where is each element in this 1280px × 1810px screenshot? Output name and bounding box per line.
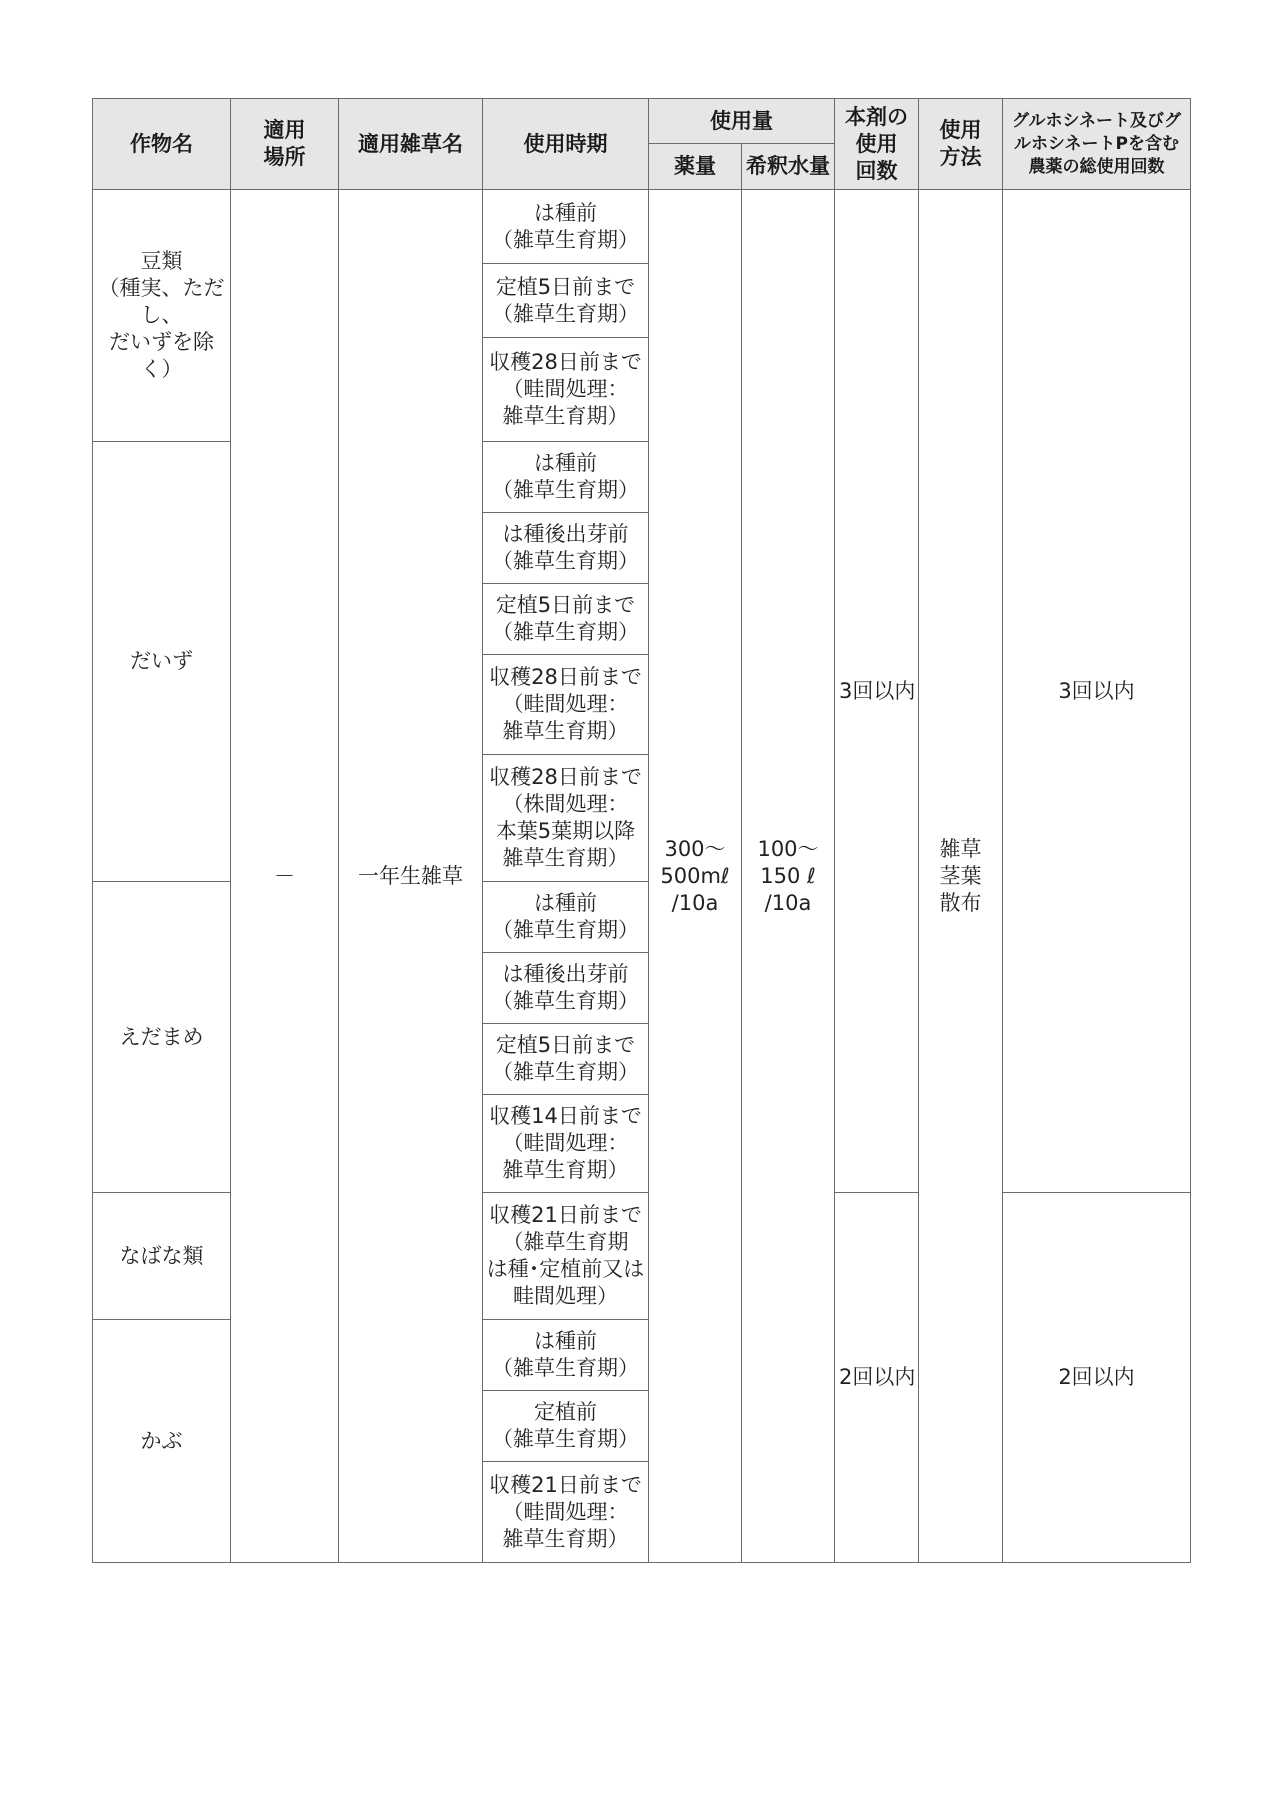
timing-cell: 収穫21日前まで （畦間処理： 雑草生育期） (483, 1462, 649, 1563)
registration-table (92, 98, 1191, 1563)
timing-cell: は種前 （雑草生育期） (483, 442, 649, 513)
header-dilution: 希釈水量 (742, 144, 835, 190)
timing-cell: 収穫28日前まで （畦間処理： 雑草生育期） (483, 655, 649, 755)
timing-cell: は種前 （雑草生育期） (483, 1320, 649, 1391)
place-cell: － (231, 190, 339, 1563)
timing-cell: は種前 （雑草生育期） (483, 882, 649, 953)
timing-cell: は種後出芽前 （雑草生育期） (483, 513, 649, 584)
timing-cell: 定植5日前まで （雑草生育期） (483, 584, 649, 655)
timing-cell: 収穫14日前まで （畦間処理： 雑草生育期） (483, 1095, 649, 1193)
chem-amount-cell: 300～ 500mℓ /10a (649, 190, 742, 1563)
header-chem-amount: 薬量 (649, 144, 742, 190)
header-crop: 作物名 (93, 99, 231, 190)
method-cell: 雑草 茎葉 散布 (919, 190, 1003, 1563)
header-total-count: グルホシネート及びグ ルホシネートPを含む 農薬の総使用回数 (1003, 99, 1191, 190)
header-weed: 適用雑草名 (339, 99, 483, 190)
timing-cell: 定植前 （雑草生育期） (483, 1391, 649, 1462)
header-place: 適用 場所 (231, 99, 339, 190)
timing-cell: は種前 （雑草生育期） (483, 190, 649, 264)
total-count-cell-group2: 2回以内 (1003, 1193, 1191, 1563)
header-count: 本剤の 使用 回数 (835, 99, 919, 190)
timing-cell: は種後出芽前 （雑草生育期） (483, 953, 649, 1024)
header-amount: 使用量 (649, 99, 835, 144)
timing-cell: 収穫28日前まで （畦間処理： 雑草生育期） (483, 338, 649, 442)
crop-name: だいず (93, 442, 231, 882)
timing-cell: 定植5日前まで （雑草生育期） (483, 1024, 649, 1095)
count-cell-group2: 2回以内 (835, 1193, 919, 1563)
timing-cell: 収穫21日前まで （雑草生育期 は種･定植前又は 畦間処理） (483, 1193, 649, 1320)
timing-cell: 定植5日前まで （雑草生育期） (483, 264, 649, 338)
header-method: 使用 方法 (919, 99, 1003, 190)
dilution-cell: 100～ 150 ℓ /10a (742, 190, 835, 1563)
header-timing: 使用時期 (483, 99, 649, 190)
total-count-cell-group1: 3回以内 (1003, 190, 1191, 1193)
weed-cell: 一年生雑草 (339, 190, 483, 1563)
crop-name: 豆類 （種実、ただし、 だいずを除く） (93, 190, 231, 442)
crop-name: なばな類 (93, 1193, 231, 1320)
timing-cell: 収穫28日前まで （株間処理： 本葉5葉期以降 雑草生育期） (483, 755, 649, 882)
crop-name: えだまめ (93, 882, 231, 1193)
count-cell-group1: 3回以内 (835, 190, 919, 1193)
crop-name: かぶ (93, 1320, 231, 1563)
